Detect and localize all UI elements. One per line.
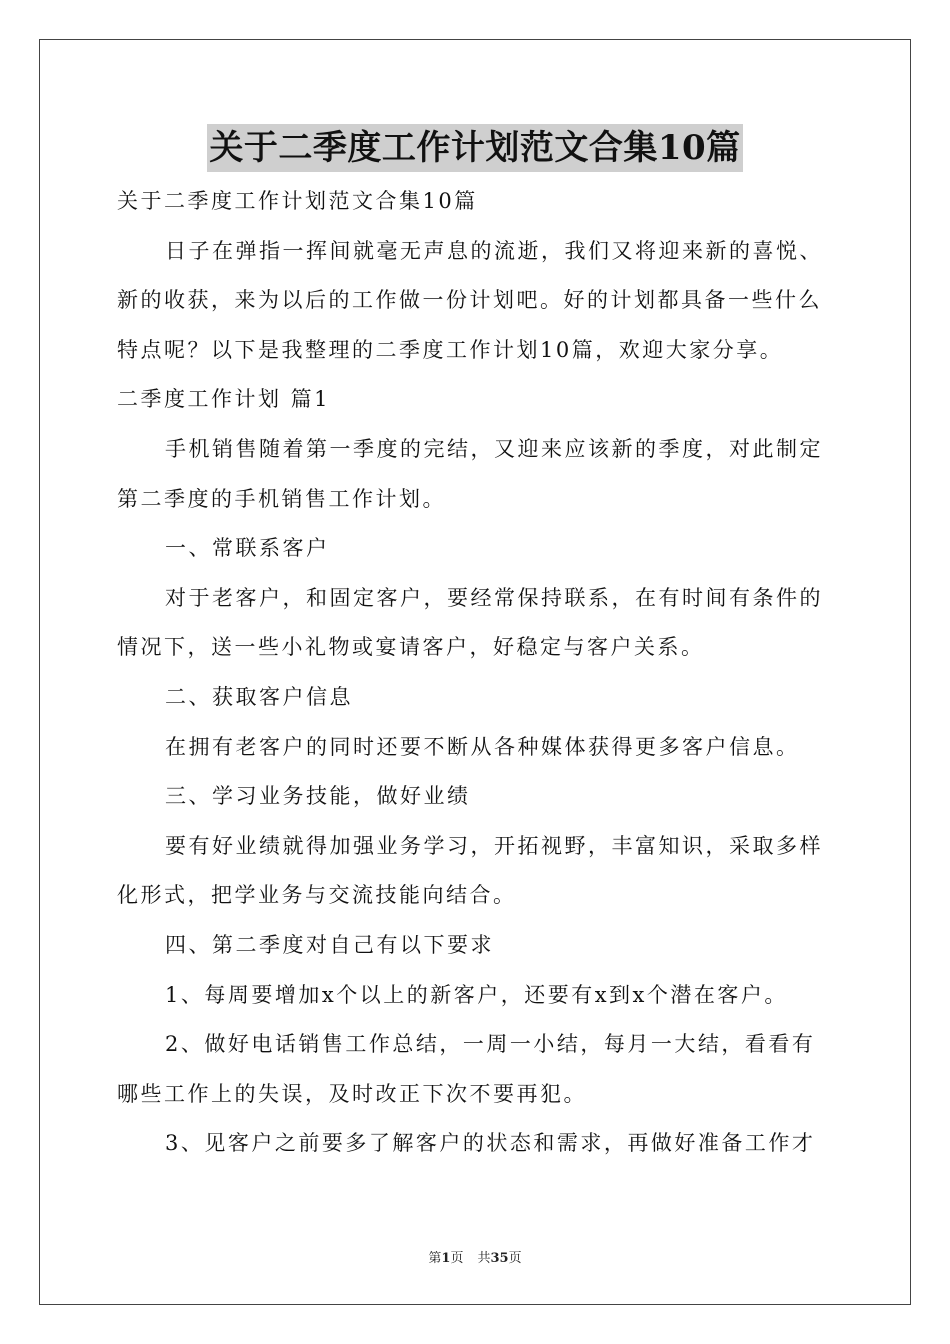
document-title: 关于二季度工作计划范文合集10篇	[207, 124, 742, 172]
text-line: 在拥有老客户的同时还要不断从各种媒体获得更多客户信息。	[165, 734, 800, 759]
total-pages-label: 共35页	[477, 1251, 522, 1266]
text-line: 特点呢？以下是我整理的二季度工作计划10篇，欢迎大家分享。	[117, 337, 784, 362]
page-number-label: 第1页	[428, 1251, 464, 1266]
text-line: 对于老客户，和固定客户，要经常保持联系，在有时间有条件的	[165, 585, 823, 610]
text-line: 新的收获，来为以后的工作做一份计划吧。好的计划都具备一些什么	[117, 288, 822, 313]
text-line: 1、每周要增加x个以上的新客户，还要有x到x个潜在客户。	[165, 982, 788, 1007]
page-footer	[0, 1247, 950, 1266]
total-page-count: 35	[490, 1251, 509, 1266]
text-line: 哪些工作上的失误，及时改正下次不要再犯。	[117, 1081, 587, 1106]
text-line: 三、学习业务技能，做好业绩	[165, 784, 471, 809]
text-line: 二季度工作计划 篇1	[117, 387, 331, 412]
document-body	[117, 177, 833, 1169]
text-line: 一、常联系客户	[165, 536, 330, 561]
text-line: 二、获取客户信息	[165, 684, 353, 709]
text-line: 情况下，送一些小礼物或宴请客户，好稳定与客户关系。	[117, 635, 705, 660]
text-line: 要有好业绩就得加强业务学习，开拓视野，丰富知识，采取多样	[165, 833, 823, 858]
text-line: 化形式，把学业务与交流技能向结合。	[117, 883, 517, 908]
text-line: 手机销售随着第一季度的完结，又迎来应该新的季度，对此制定	[165, 436, 823, 461]
text-line: 第二季度的手机销售工作计划。	[117, 486, 446, 511]
text-line: 2、做好电话销售工作总结，一周一小结，每月一大结，看看有	[165, 1032, 816, 1057]
text-line: 关于二季度工作计划范文合集10篇	[117, 189, 478, 213]
current-page-number: 1	[441, 1251, 451, 1266]
text-line: 四、第二季度对自己有以下要求	[165, 932, 494, 957]
text-line: 3、见客户之前要多了解客户的状态和需求，再做好准备工作才	[165, 1131, 816, 1156]
title-container	[0, 124, 950, 172]
text-line: 日子在弹指一挥间就毫无声息的流逝，我们又将迎来新的喜悦、	[165, 238, 823, 263]
